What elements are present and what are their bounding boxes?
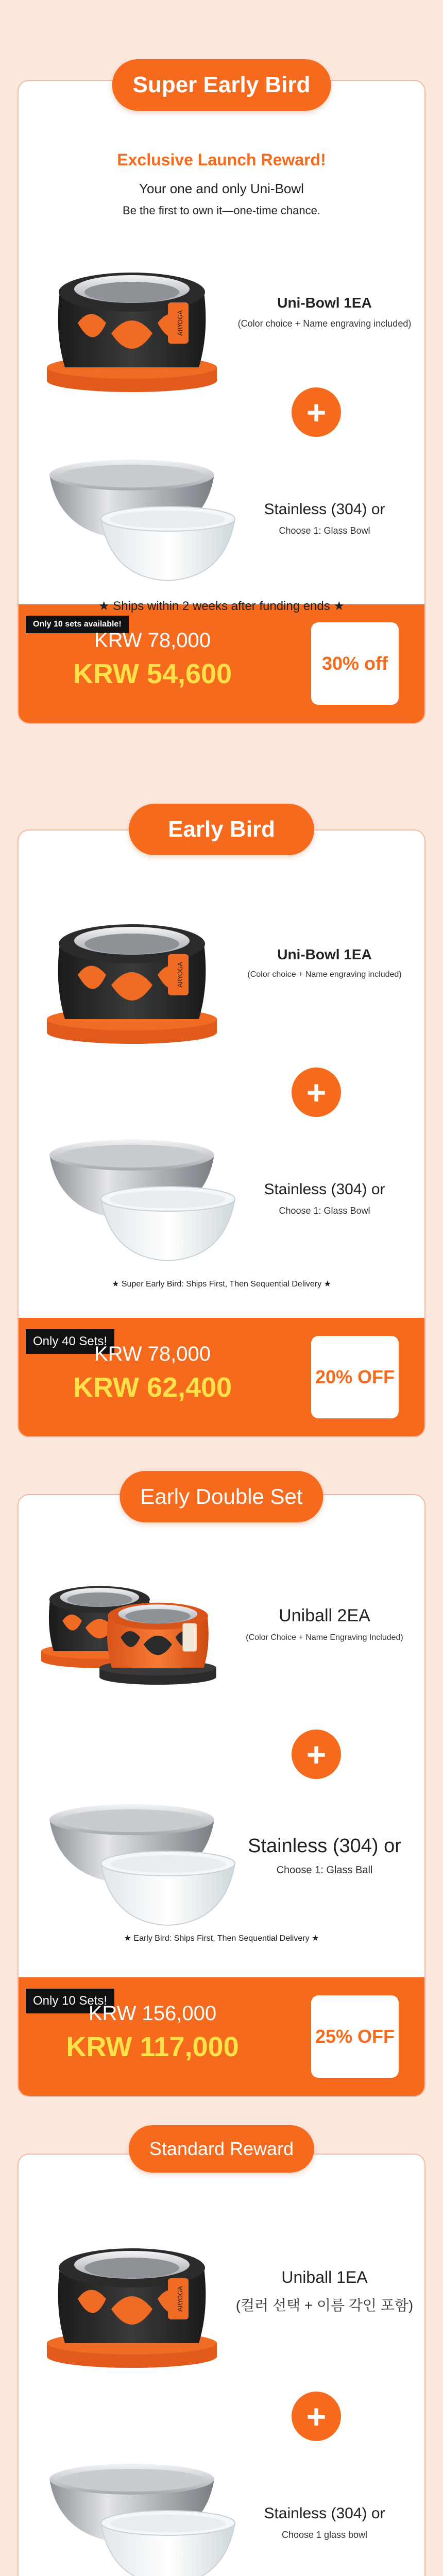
item-note: Choose 1: Glass Ball: [276, 1865, 373, 1876]
steel-glass-bowl-image: [39, 1794, 245, 1938]
shipping-note: ★ Early Bird: Ships First, Then Sequential Delivery ★: [124, 1934, 319, 1943]
shipping-note: ★ Super Early Bird: Ships First, Then Sequential Delivery ★: [112, 1280, 331, 1289]
uni-bowl-image: [29, 2222, 235, 2376]
item-name: Uniball 1EA: [281, 2268, 368, 2286]
item-note: Choose 1: Glass Bowl: [279, 526, 370, 536]
reward-title: Early Bird: [129, 804, 314, 855]
intro-subline: Be the first to own it—one-time chance.: [123, 204, 320, 217]
original-price: KRW 156,000: [88, 2002, 217, 2025]
item-note: Choose 1 glass bowl: [281, 2530, 368, 2540]
price-band: [19, 604, 424, 723]
launch-highlight: Exclusive Launch Reward!: [117, 150, 326, 169]
item-note: Choose 1: Glass Bowl: [279, 1206, 370, 1216]
shipping-note: ★ Ships within 2 weeks after funding ends ★: [98, 599, 345, 613]
plus-icon: +: [292, 1730, 341, 1779]
original-price: KRW 78,000: [94, 1343, 211, 1365]
uni-bowl-pair-image: [29, 1557, 245, 1711]
plus-icon: +: [292, 2392, 341, 2441]
reward-title: Early Double Set: [120, 1471, 323, 1522]
item-note: (Color choice + Name engraving included): [237, 318, 412, 329]
discounted-price: KRW 117,000: [66, 2031, 239, 2062]
price-band: [19, 1318, 424, 1436]
discounted-price: KRW 54,600: [73, 658, 232, 689]
limited-sets-badge: Only 40 Sets!: [26, 1329, 114, 1354]
plus-icon: +: [292, 1067, 341, 1117]
discount-badge: 25% OFF: [311, 1995, 399, 2078]
reward-title: Standard Reward: [129, 2125, 314, 2173]
discounted-price: KRW 62,400: [73, 1372, 232, 1403]
item-name: Stainless (304) or: [264, 2505, 385, 2522]
intro-line: Your one and only Uni-Bowl: [139, 181, 304, 196]
limited-sets-badge: Only 10 Sets!: [26, 1989, 114, 2013]
reward-card-early-double-set[interactable]: [18, 1494, 425, 2097]
uni-bowl-image: [29, 246, 235, 400]
price-band: [19, 1977, 424, 2096]
limited-sets-badge: Only 10 sets available!: [26, 616, 129, 633]
item-note: (컬러 선택 + 이름 각인 포함): [235, 2297, 414, 2313]
item-name: Uni-Bowl 1EA: [277, 295, 372, 311]
reward-card-super-early-bird[interactable]: [18, 80, 425, 724]
item-note: (Color choice + Name engraving included): [247, 970, 402, 979]
item-note: (Color Choice + Name Engraving Included): [246, 1633, 403, 1642]
reward-card-early-bird[interactable]: [18, 829, 425, 1437]
item-name: Uniball 2EA: [279, 1606, 370, 1625]
uni-bowl-image: [29, 897, 235, 1052]
item-name: Stainless (304) or: [264, 501, 385, 518]
steel-glass-bowl-image: [39, 1129, 245, 1274]
item-name: Uni-Bowl 1EA: [277, 946, 372, 962]
steel-glass-bowl-image: [39, 2453, 245, 2576]
original-price: KRW 78,000: [94, 629, 211, 652]
plus-icon: +: [292, 387, 341, 437]
steel-glass-bowl-image: [39, 449, 245, 594]
discount-badge: 20% OFF: [311, 1336, 399, 1418]
discount-badge: 30% off: [311, 622, 399, 705]
reward-card-standard[interactable]: [18, 2154, 425, 2576]
item-name: Stainless (304) or: [248, 1835, 401, 1857]
reward-title: Super Early Bird: [112, 59, 331, 111]
item-name: Stainless (304) or: [264, 1181, 385, 1198]
